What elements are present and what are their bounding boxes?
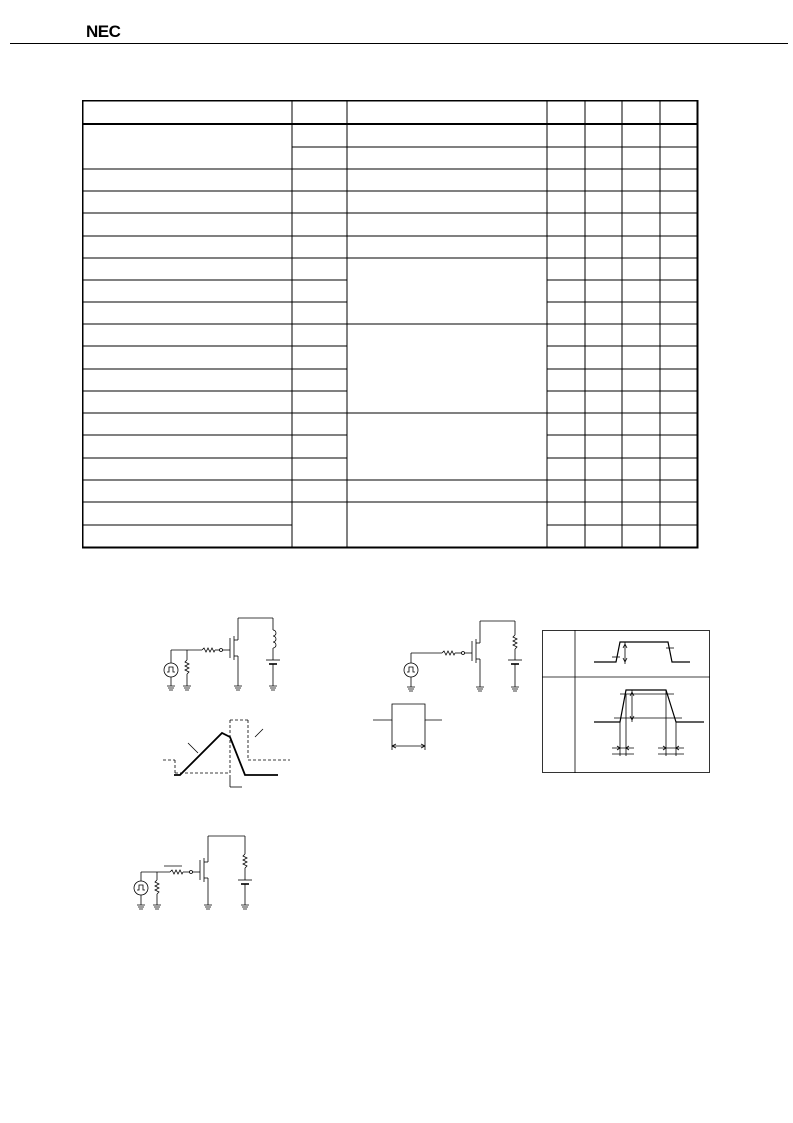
avalanche-waveform	[160, 715, 295, 790]
pulse-generator-icon	[404, 663, 418, 677]
pulse-waveform	[370, 700, 445, 755]
header-divider	[10, 43, 788, 44]
input-pulse	[370, 700, 445, 755]
gate-test-circuit	[400, 615, 525, 695]
switching-time-waveform	[542, 630, 711, 774]
pulse-generator-icon	[134, 881, 148, 895]
pulse-generator-icon	[164, 663, 178, 677]
switching-waveform	[160, 715, 295, 790]
nec-logo: NEC	[86, 22, 121, 41]
ground-icon	[167, 686, 175, 690]
resistor-icon	[185, 660, 189, 674]
test-circuit-3	[130, 830, 255, 915]
switching-waveform	[542, 630, 711, 774]
gate-charge-test-circuit	[130, 830, 255, 915]
electrical-characteristics-table	[82, 100, 699, 550]
resistor-icon	[513, 635, 517, 649]
inductor-icon	[273, 630, 276, 648]
test-circuit-1	[160, 610, 295, 695]
test-circuit-2	[400, 615, 525, 695]
avalanche-test-circuit	[160, 610, 295, 695]
table-grid	[82, 100, 699, 550]
